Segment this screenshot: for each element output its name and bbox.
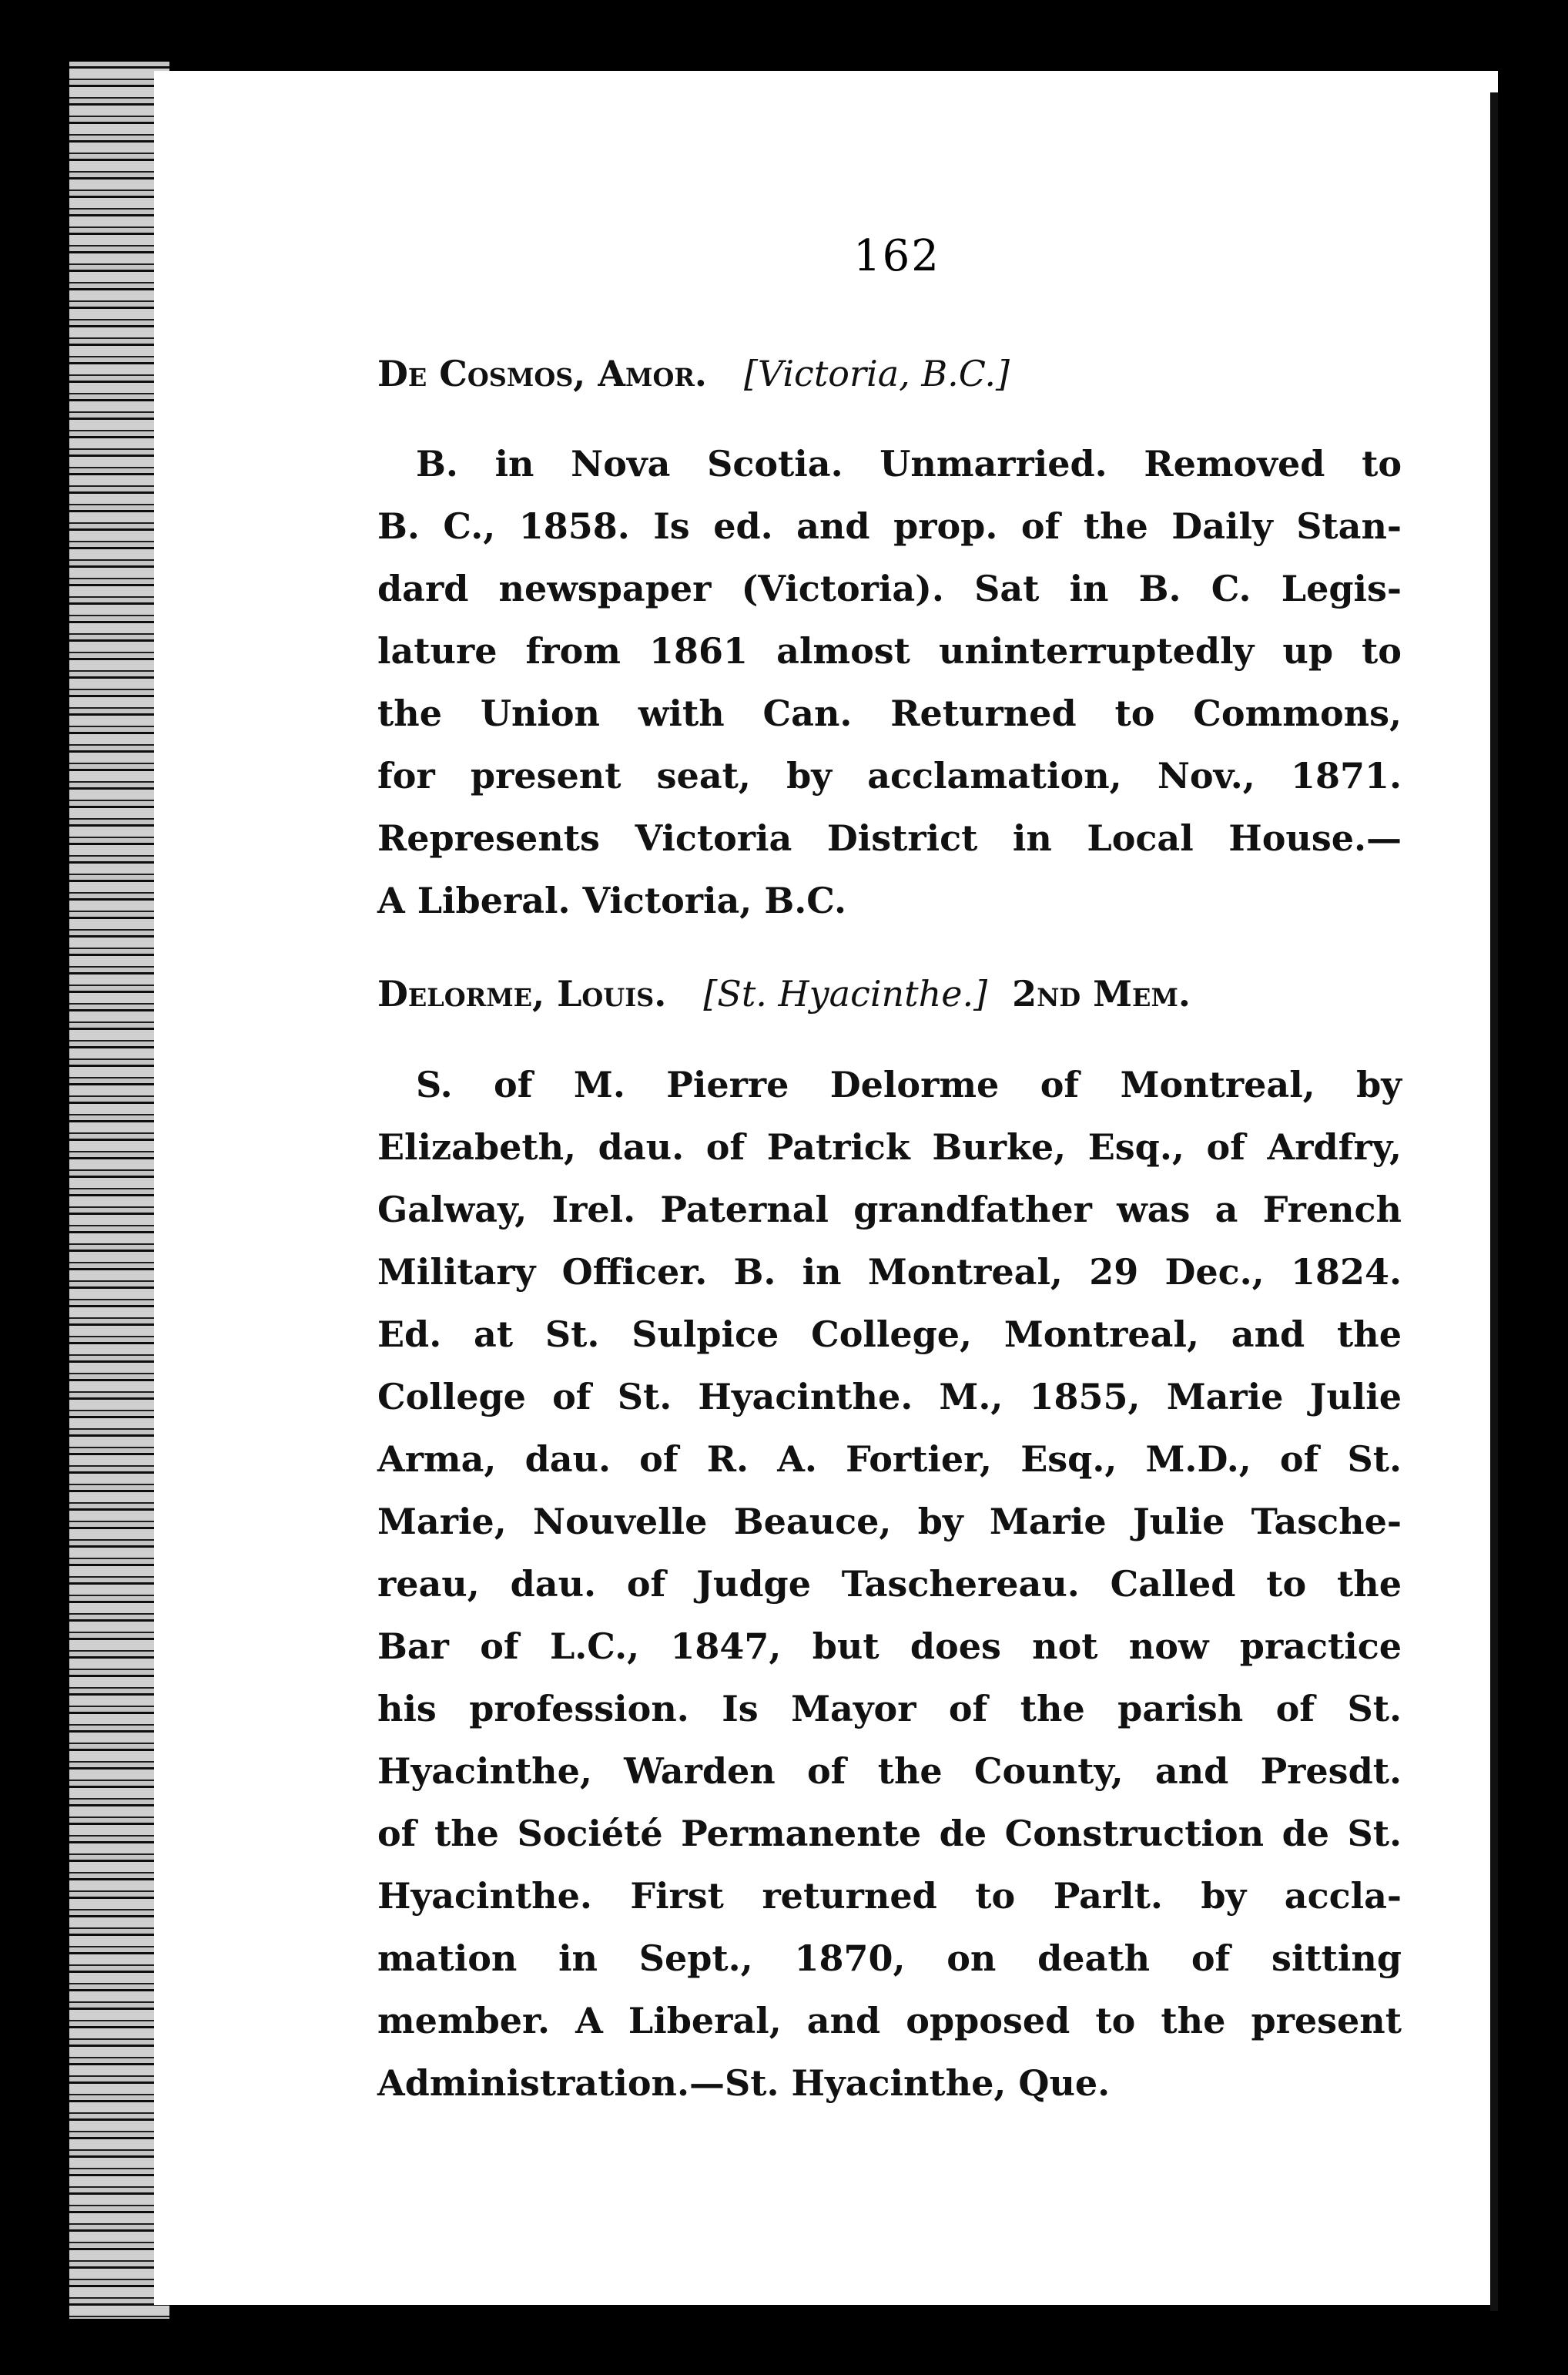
- entry-line: Arma, dau. of R. A. Fortier, Esq., M.D., of St.: [377, 1438, 1402, 1480]
- entry-line: Galway, Irel. Paternal grandfather was a French: [377, 1189, 1402, 1230]
- entry-line: the Union with Can. Returned to Commons,: [377, 693, 1402, 734]
- entry-line: of the Société Permanente de Construction de St.: [377, 1813, 1402, 1854]
- entry-line: member. A Liberal, and opposed to the present: [377, 2000, 1402, 2041]
- entry-line: mation in Sept., 1870, on death of sitting: [377, 1937, 1402, 1979]
- entry-line: Administration.—St. Hyacinthe, Que.: [377, 2062, 1111, 2104]
- entry-note: 2nd Mem.: [1012, 973, 1191, 1015]
- entry-line: dard newspaper (Victoria). Sat in B. C. Legis-: [377, 568, 1402, 609]
- entry-line: B. in Nova Scotia. Unmarried. Removed to: [416, 443, 1402, 485]
- entry-line: Ed. at St. Sulpice College, Montreal, and the: [377, 1313, 1402, 1355]
- entry-constituency: [St. Hyacinthe.]: [703, 973, 988, 1015]
- entry-line: Elizabeth, dau. of Patrick Burke, Esq., of Ardfry,: [377, 1126, 1402, 1168]
- entry-line: lature from 1861 almost uninterruptedly up to: [377, 630, 1402, 672]
- entry-heading: [377, 963, 1191, 1025]
- entry-line: Marie, Nouvelle Beauce, by Marie Julie Tasche-: [377, 1501, 1402, 1542]
- entry-line: Hyacinthe. First returned to Parlt. by accla-: [377, 1875, 1402, 1917]
- entry-line: Hyacinthe, Warden of the County, and Presdt.: [377, 1750, 1402, 1792]
- entry-line: B. C., 1858. Is ed. and prop. of the Daily Stan-: [377, 505, 1402, 547]
- entry-line: for present seat, by acclamation, Nov., 1871.: [377, 755, 1402, 797]
- page-right-edge: [1490, 92, 1498, 2311]
- entry-heading: [377, 343, 1010, 405]
- entry-line: his profession. Is Mayor of the parish of St.: [377, 1688, 1402, 1729]
- entry-line: S. of M. Pierre Delorme of Montreal, by: [416, 1064, 1402, 1105]
- entry-name: Delorme, Louis.: [377, 973, 667, 1015]
- entry-constituency: [Victoria, B.C.]: [743, 353, 1010, 394]
- entry-line: Military Officer. B. in Montreal, 29 Dec., 1824.: [377, 1251, 1402, 1293]
- entry-line: reau, dau. of Judge Taschereau. Called to the: [377, 1563, 1402, 1605]
- entry-line: Represents Victoria District in Local House.—: [377, 817, 1402, 859]
- entry-name: De Cosmos, Amor.: [377, 353, 707, 394]
- page-number: 162: [853, 231, 940, 281]
- entry-line: Bar of L.C., 1847, but does not now practice: [377, 1625, 1402, 1667]
- entry-line: A Liberal. Victoria, B.C.: [377, 880, 847, 921]
- entry-line: College of St. Hyacinthe. M., 1855, Marie Julie: [377, 1376, 1402, 1417]
